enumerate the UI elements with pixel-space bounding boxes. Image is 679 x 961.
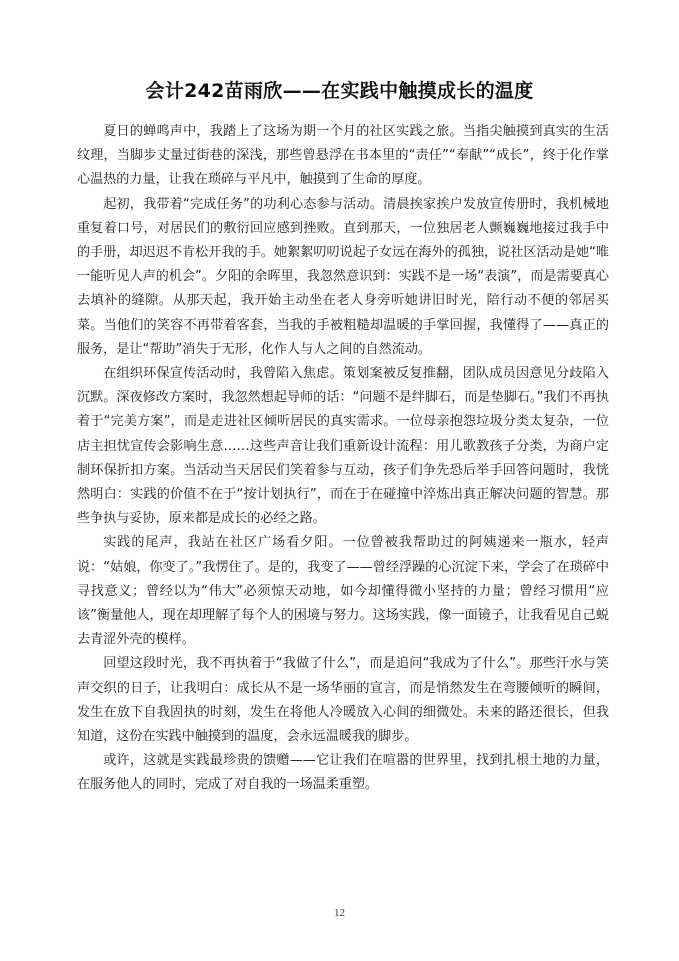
paragraph-1: 夏日的蝉鸣声中，我踏上了这场为期一个月的社区实践之旅。当指尖触摸到真实的生活纹理，当脚步丈量过街巷的深浅，那些曾悬浮在书本里的“责任”“奉献”“成长”，终于化作掌心温热的力量，让我在琐碎与平凡中，触摸到了生命的厚度。 [77, 124, 609, 188]
paragraph-5: 回望这段时光，我不再执着于“我做了什么”，而是追问“我成为了什么”。那些汗水与笑声交织的日子，让我明白：成长从不是一场华丽的宣言，而是悄然发生在弯腰倾听的瞬间，发生在放下自我固执的时刻，发生在将他人冷暖放入心间的细微处。未来的路还很长，但我知道，这份在实践中触摸到的温度，会永远温暖我的脚步。 [77, 656, 609, 745]
document-title: 会计242苗雨欣——在实践中触摸成长的温度 [145, 80, 534, 102]
page-number: 12 [334, 907, 345, 919]
paragraph-6: 或许，这就是实践最珍贵的馈赠——它让我们在喧嚣的世界里，找到扎根土地的力量，在服务他人的同时，完成了对自我的一场温柔重塑。 [77, 753, 609, 793]
paragraph-4: 实践的尾声，我站在社区广场看夕阳。一位曾被我帮助过的阿姨递来一瓶水，轻声说：“姑娘，你变了。”我愣住了。是的，我变了——曾经浮躁的心沉淀下来，学会了在琐碎中寻找意义；曾经以为“伟大”必须惊天动地，如今却懂得微小坚持的力量；曾经习惯用“应该”衡量他人，现在却理解了每个人的困境与努力。这场实践，像一面镜子，让我看见自己蜕去青涩外壳的模样。 [77, 535, 609, 648]
paragraph-2: 起初，我带着“完成任务”的功利心态参与活动。清晨挨家挨户发放宣传册时，我机械地重复着口号，对居民们的敷衍回应感到挫败。直到那天，一位独居老人颤巍巍地接过我手中的手册，却迟迟不肯松开我的手。她絮絮叨叨说起子女远在海外的孤独，说社区活动是她“唯一能听见人声的机会”。夕阳的余晖里，我忽然意识到：实践不是一场“表演”，而是需要真心去填补的缝隙。从那天起，我开始主动坐在老人身旁听她讲旧时光，陪行动不便的邻居买菜。当他们的笑容不再带着客套，当我的手被粗糙却温暖的手掌回握，我懂得了——真正的服务，是让“帮助”消失于无形，化作人与人之间的自然流动。 [77, 196, 609, 357]
document-body [77, 120, 609, 798]
paragraph-3: 在组织环保宣传活动时，我曾陷入焦虑。策划案被反复推翻，团队成员因意见分歧陷入沉默。深夜修改方案时，我忽然想起导师的话：“问题不是绊脚石，而是垫脚石。”我们不再执着于“完美方案”，而是走进社区倾听居民的真实需求。一位母亲抱怨垃圾分类太复杂，一位店主担忧宣传会影响生意……这些声音让我们重新设计流程：用儿歌教孩子分类，为商户定制环保折扣方案。当活动当天居民们笑着参与互动，孩子们争先恐后举手回答问题时，我恍然明白：实践的价值不在于“按计划执行”，而在于在碰撞中淬炼出真正解决问题的智慧。那些争执与妥协，原来都是成长的必经之路。 [77, 366, 609, 527]
